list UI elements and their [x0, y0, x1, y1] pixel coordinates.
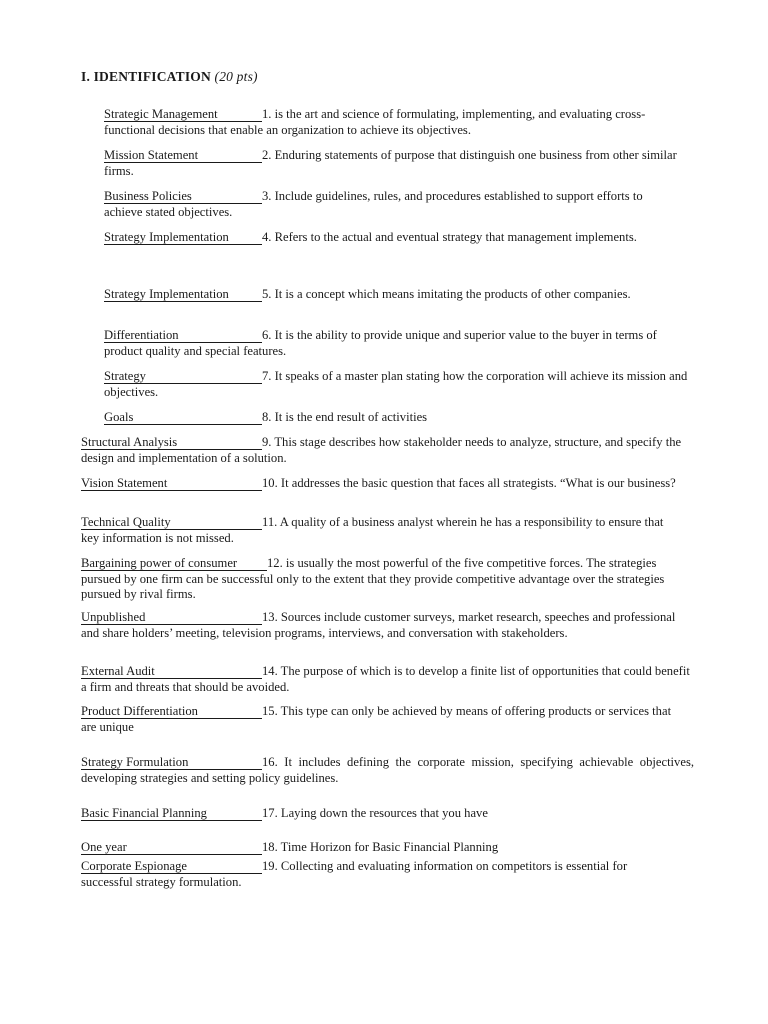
question-text: 6. It is the ability to provide unique and superior value to the buyer in terms of product quality and special features. — [104, 328, 657, 358]
question-item — [104, 410, 694, 426]
question-text: 12. is usually the most powerful of the five competitive forces. The strategies pursued by one firm can be successful only to the extent that they provide competitive advantage over the strategies pursued by rival firms. — [81, 556, 665, 601]
question-item — [104, 230, 682, 246]
question-item — [81, 556, 679, 603]
answer-blank: Strategy — [104, 370, 262, 384]
answer-blank: Differentiation — [104, 329, 262, 343]
question-text: 18. Time Horizon for Basic Financial Planning — [262, 840, 499, 854]
answer-blank: Structural Analysis — [81, 436, 262, 450]
question-item — [104, 287, 644, 303]
question-text: 5. It is a concept which means imitating the products of other companies. — [262, 287, 631, 301]
question-item — [81, 840, 694, 856]
question-item — [81, 664, 694, 695]
answer-blank: Corporate Espionage — [81, 860, 262, 874]
question-text: 10. It addresses the basic question that faces all strategists. “What is our business? — [262, 476, 676, 490]
question-item — [104, 189, 664, 220]
question-item — [81, 755, 694, 786]
question-text: 9. This stage describes how stakeholder needs to analyze, structure, and specify the design and implementation of a solution. — [81, 435, 682, 465]
section-points: (20 pts) — [214, 69, 258, 84]
question-item — [104, 107, 684, 138]
question-text: 19. Collecting and evaluating information on competitors is essential for successful strategy formulation. — [81, 859, 628, 889]
question-item — [104, 369, 696, 400]
answer-blank: One year — [81, 841, 262, 855]
answer-blank: Vision Statement — [81, 477, 262, 491]
answer-blank: Business Policies — [104, 190, 262, 204]
answer-blank: Basic Financial Planning — [81, 807, 262, 821]
answer-blank: Goals — [104, 411, 262, 425]
question-text: 16. It includes defining the corporate mission, specifying achievable objectives, developing strategies and setting policy guidelines. — [81, 755, 694, 785]
question-text: 11. A quality of a business analyst wherein he has a responsibility to ensure that key information is not missed. — [81, 515, 664, 545]
answer-blank: Strategy Implementation — [104, 231, 262, 245]
question-item — [81, 610, 681, 641]
question-text: 2. Enduring statements of purpose that distinguish one business from other similar firms. — [104, 148, 677, 178]
question-text: 15. This type can only be achieved by means of offering products or services that are unique — [81, 704, 672, 734]
question-text: 4. Refers to the actual and eventual strategy that management implements. — [262, 230, 637, 244]
answer-blank: Strategy Formulation — [81, 756, 262, 770]
question-text: 7. It speaks of a master plan stating how the corporation will achieve its mission and objectives. — [104, 369, 688, 399]
question-item — [81, 806, 694, 822]
question-item — [81, 704, 681, 735]
section-title: I. IDENTIFICATION — [81, 69, 211, 84]
question-item — [104, 148, 684, 179]
answer-blank: Strategic Management — [104, 108, 262, 122]
question-text: 17. Laying down the resources that you have — [262, 806, 488, 820]
question-item — [81, 859, 681, 890]
question-item — [81, 515, 681, 546]
question-text: 14. The purpose of which is to develop a finite list of opportunities that could benefit a firm and threats that should be avoided. — [81, 664, 690, 694]
answer-blank: Technical Quality — [81, 516, 262, 530]
answer-blank: Unpublished — [81, 611, 262, 625]
question-item — [81, 476, 694, 492]
question-item — [81, 435, 694, 466]
question-item — [104, 328, 684, 359]
answer-blank: External Audit — [81, 665, 262, 679]
question-text: 8. It is the end result of activities — [262, 410, 428, 424]
answer-blank: Bargaining power of consumer — [81, 557, 267, 571]
question-text: 13. Sources include customer surveys, market research, speeches and professional and share holders’ meeting, television programs, interviews, and conversation with stakeholders. — [81, 610, 676, 640]
answer-blank: Strategy Implementation — [104, 288, 262, 302]
answer-blank: Product Differentiation — [81, 705, 262, 719]
answer-blank: Mission Statement — [104, 149, 262, 163]
question-text: 1. is the art and science of formulating, implementing, and evaluating cross-functional decisions that enable an organization to achieve its objectives. — [104, 107, 646, 137]
section-heading — [81, 69, 258, 85]
question-text: 3. Include guidelines, rules, and procedures established to support efforts to achieve stated objectives. — [104, 189, 643, 219]
